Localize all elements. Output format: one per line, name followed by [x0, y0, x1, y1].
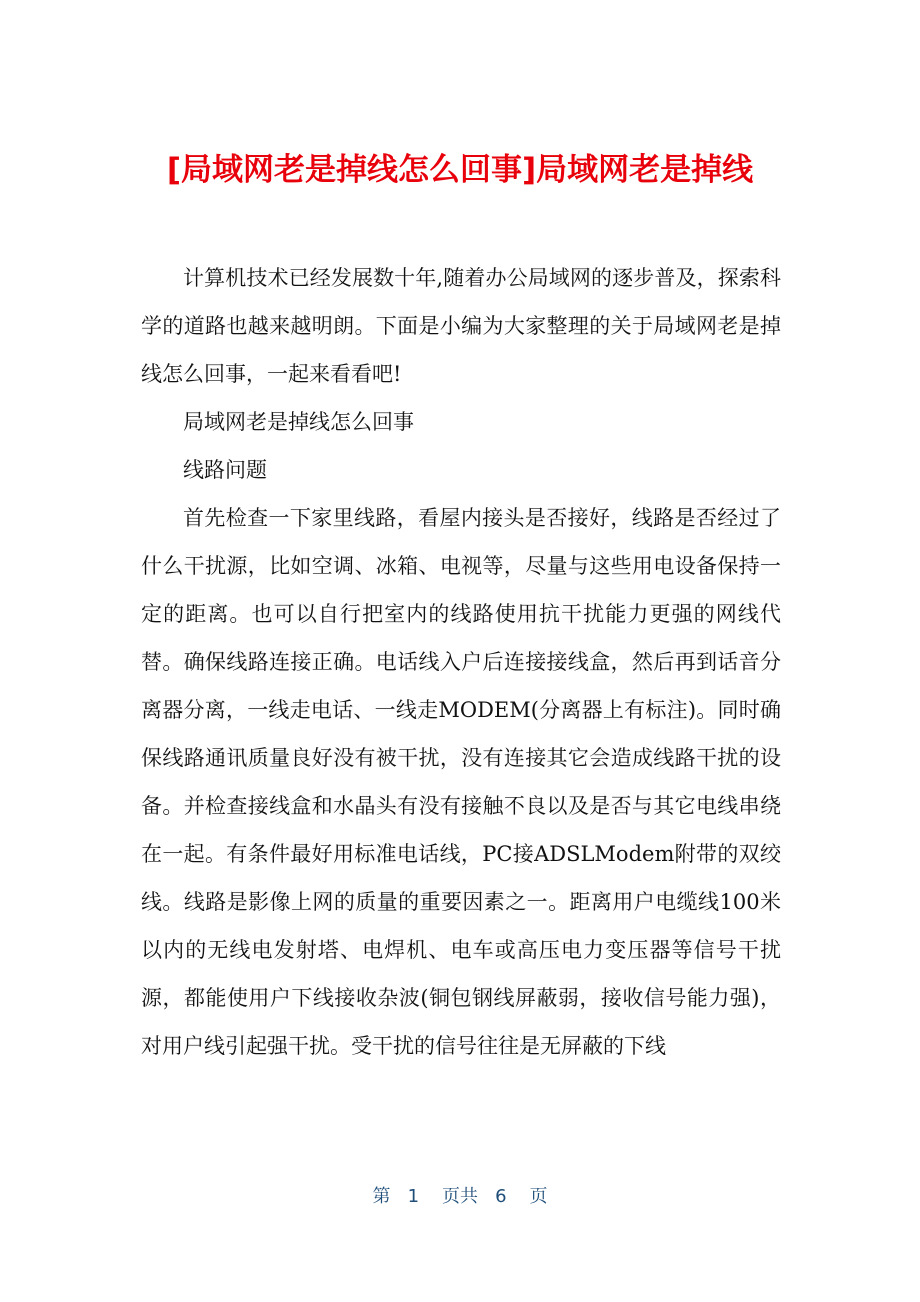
intro-paragraph: 计算机技术已经发展数十年,随着办公局域网的逐步普及，探索科学的道路也越来越明朗。下面是小编为大家整理的关于局域网老是掉线怎么回事，一起来看看吧! — [141, 266, 781, 386]
footer-middle: 页共 — [442, 1186, 478, 1207]
body-paragraph: 首先检查一下家里线路，看屋内接头是否接好，线路是否经过了什么干扰源，比如空调、冰箱、电视等，尽量与这些用电设备保持一定的距离。也可以自行把室内的线路使用抗干扰能力更强的网线代替。确保线路连接正确。电话线入户后连接接线盒，然后再到话音分离器分离，一线走电话、一线走MODEM(分离器上有标注)。同时确保线路通讯质量良好没有被干扰，没有连接其它会造成线路干扰的设备。并检查接线盒和水晶头有没有接触不良以及是否与其它电线串绕在一起。有条件最好用标准电话线，PC接ADSLModem附带的双绞线。线路是影像上网的质量的重要因素之一。距离用户电缆线100米以内的无线电发射塔、电焊机、电车或高压电力变压器等信号干扰源，都能使用户下线接收杂波(铜包钢线屏蔽弱，接收信号能力强)，对用户线引起强干扰。受干扰的信号往往是无屏蔽的下线 — [141, 506, 781, 1058]
footer-current-page: 1 — [407, 1186, 420, 1207]
section-heading: 局域网老是掉线怎么回事 — [183, 410, 414, 434]
document-body — [141, 254, 781, 1070]
subsection-heading: 线路问题 — [183, 458, 267, 482]
footer-prefix: 第 — [372, 1186, 391, 1207]
footer-total-pages: 6 — [495, 1186, 507, 1207]
document-title: [局域网老是掉线怎么回事]局域网老是掉线 — [166, 152, 754, 188]
footer-suffix: 页 — [529, 1186, 548, 1207]
page-footer — [0, 1184, 920, 1210]
